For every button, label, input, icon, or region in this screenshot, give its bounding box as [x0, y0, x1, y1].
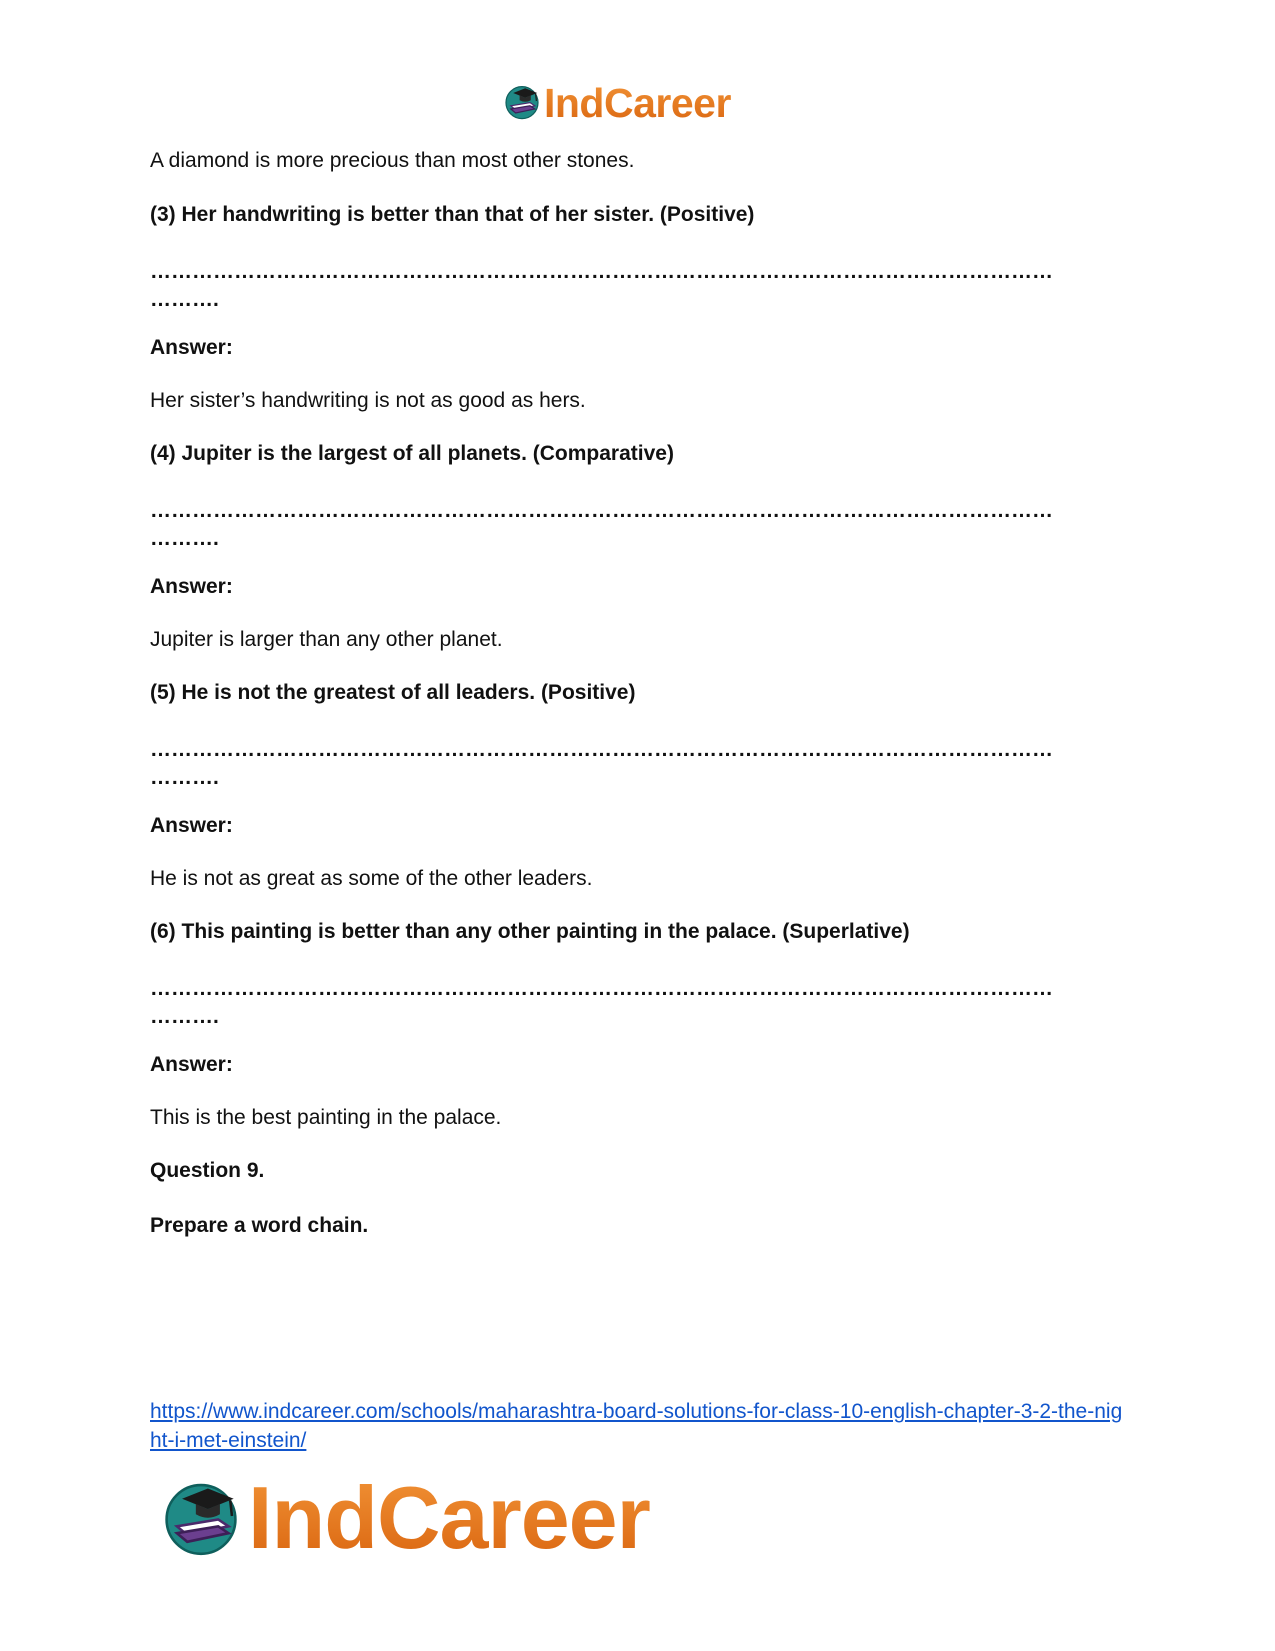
answer-label: Answer:: [150, 1053, 233, 1076]
graduation-cap-book-globe-icon: [502, 81, 542, 126]
question-9-heading: Question 9.: [150, 1159, 265, 1182]
graduation-cap-book-globe-icon: [158, 1473, 244, 1564]
brand-wordmark: IndCareer: [544, 79, 731, 126]
answer-text: He is not as great as some of the other leaders.: [150, 867, 593, 890]
question-6: (6) This painting is better than any other painting in the palace. (Superlative): [150, 920, 910, 943]
answer-label: Answer:: [150, 575, 233, 598]
answer-blank-line: …………………………………………………………………………………………………………………: [150, 260, 1053, 283]
answer-label: Answer:: [150, 814, 233, 837]
header-logo: [502, 80, 731, 126]
answer-text: Her sister’s handwriting is not as good as hers.: [150, 389, 586, 412]
answer-blank-line-continued: ……….: [150, 527, 219, 550]
answer-blank-line: …………………………………………………………………………………………………………………: [150, 977, 1053, 1000]
answer-text: This is the best painting in the palace.: [150, 1106, 502, 1129]
answer-blank-line-continued: ……….: [150, 288, 219, 311]
document-body: [150, 148, 1130, 1239]
answer-blank-line-continued: ……….: [150, 766, 219, 789]
footer-logo: [158, 1468, 650, 1568]
answer-blank-line: …………………………………………………………………………………………………………………: [150, 738, 1053, 761]
source-url-link[interactable]: https://www.indcareer.com/schools/maharashtra-board-solutions-for-class-10-english-chapter-3-2-the-night-i-met-einstein/: [150, 1400, 1123, 1452]
question-5: (5) He is not the greatest of all leaders. (Positive): [150, 681, 636, 704]
question-9-prompt: Prepare a word chain.: [150, 1214, 369, 1237]
answer-text: Jupiter is larger than any other planet.: [150, 628, 503, 651]
brand-wordmark: IndCareer: [248, 1468, 650, 1567]
answer-blank-line-continued: ……….: [150, 1005, 219, 1028]
answer-label: Answer:: [150, 336, 233, 359]
intro-answer: A diamond is more precious than most other stones.: [150, 149, 635, 172]
question-3: (3) Her handwriting is better than that of her sister. (Positive): [150, 203, 755, 226]
answer-blank-line: …………………………………………………………………………………………………………………: [150, 499, 1053, 522]
question-4: (4) Jupiter is the largest of all planets. (Comparative): [150, 442, 674, 465]
